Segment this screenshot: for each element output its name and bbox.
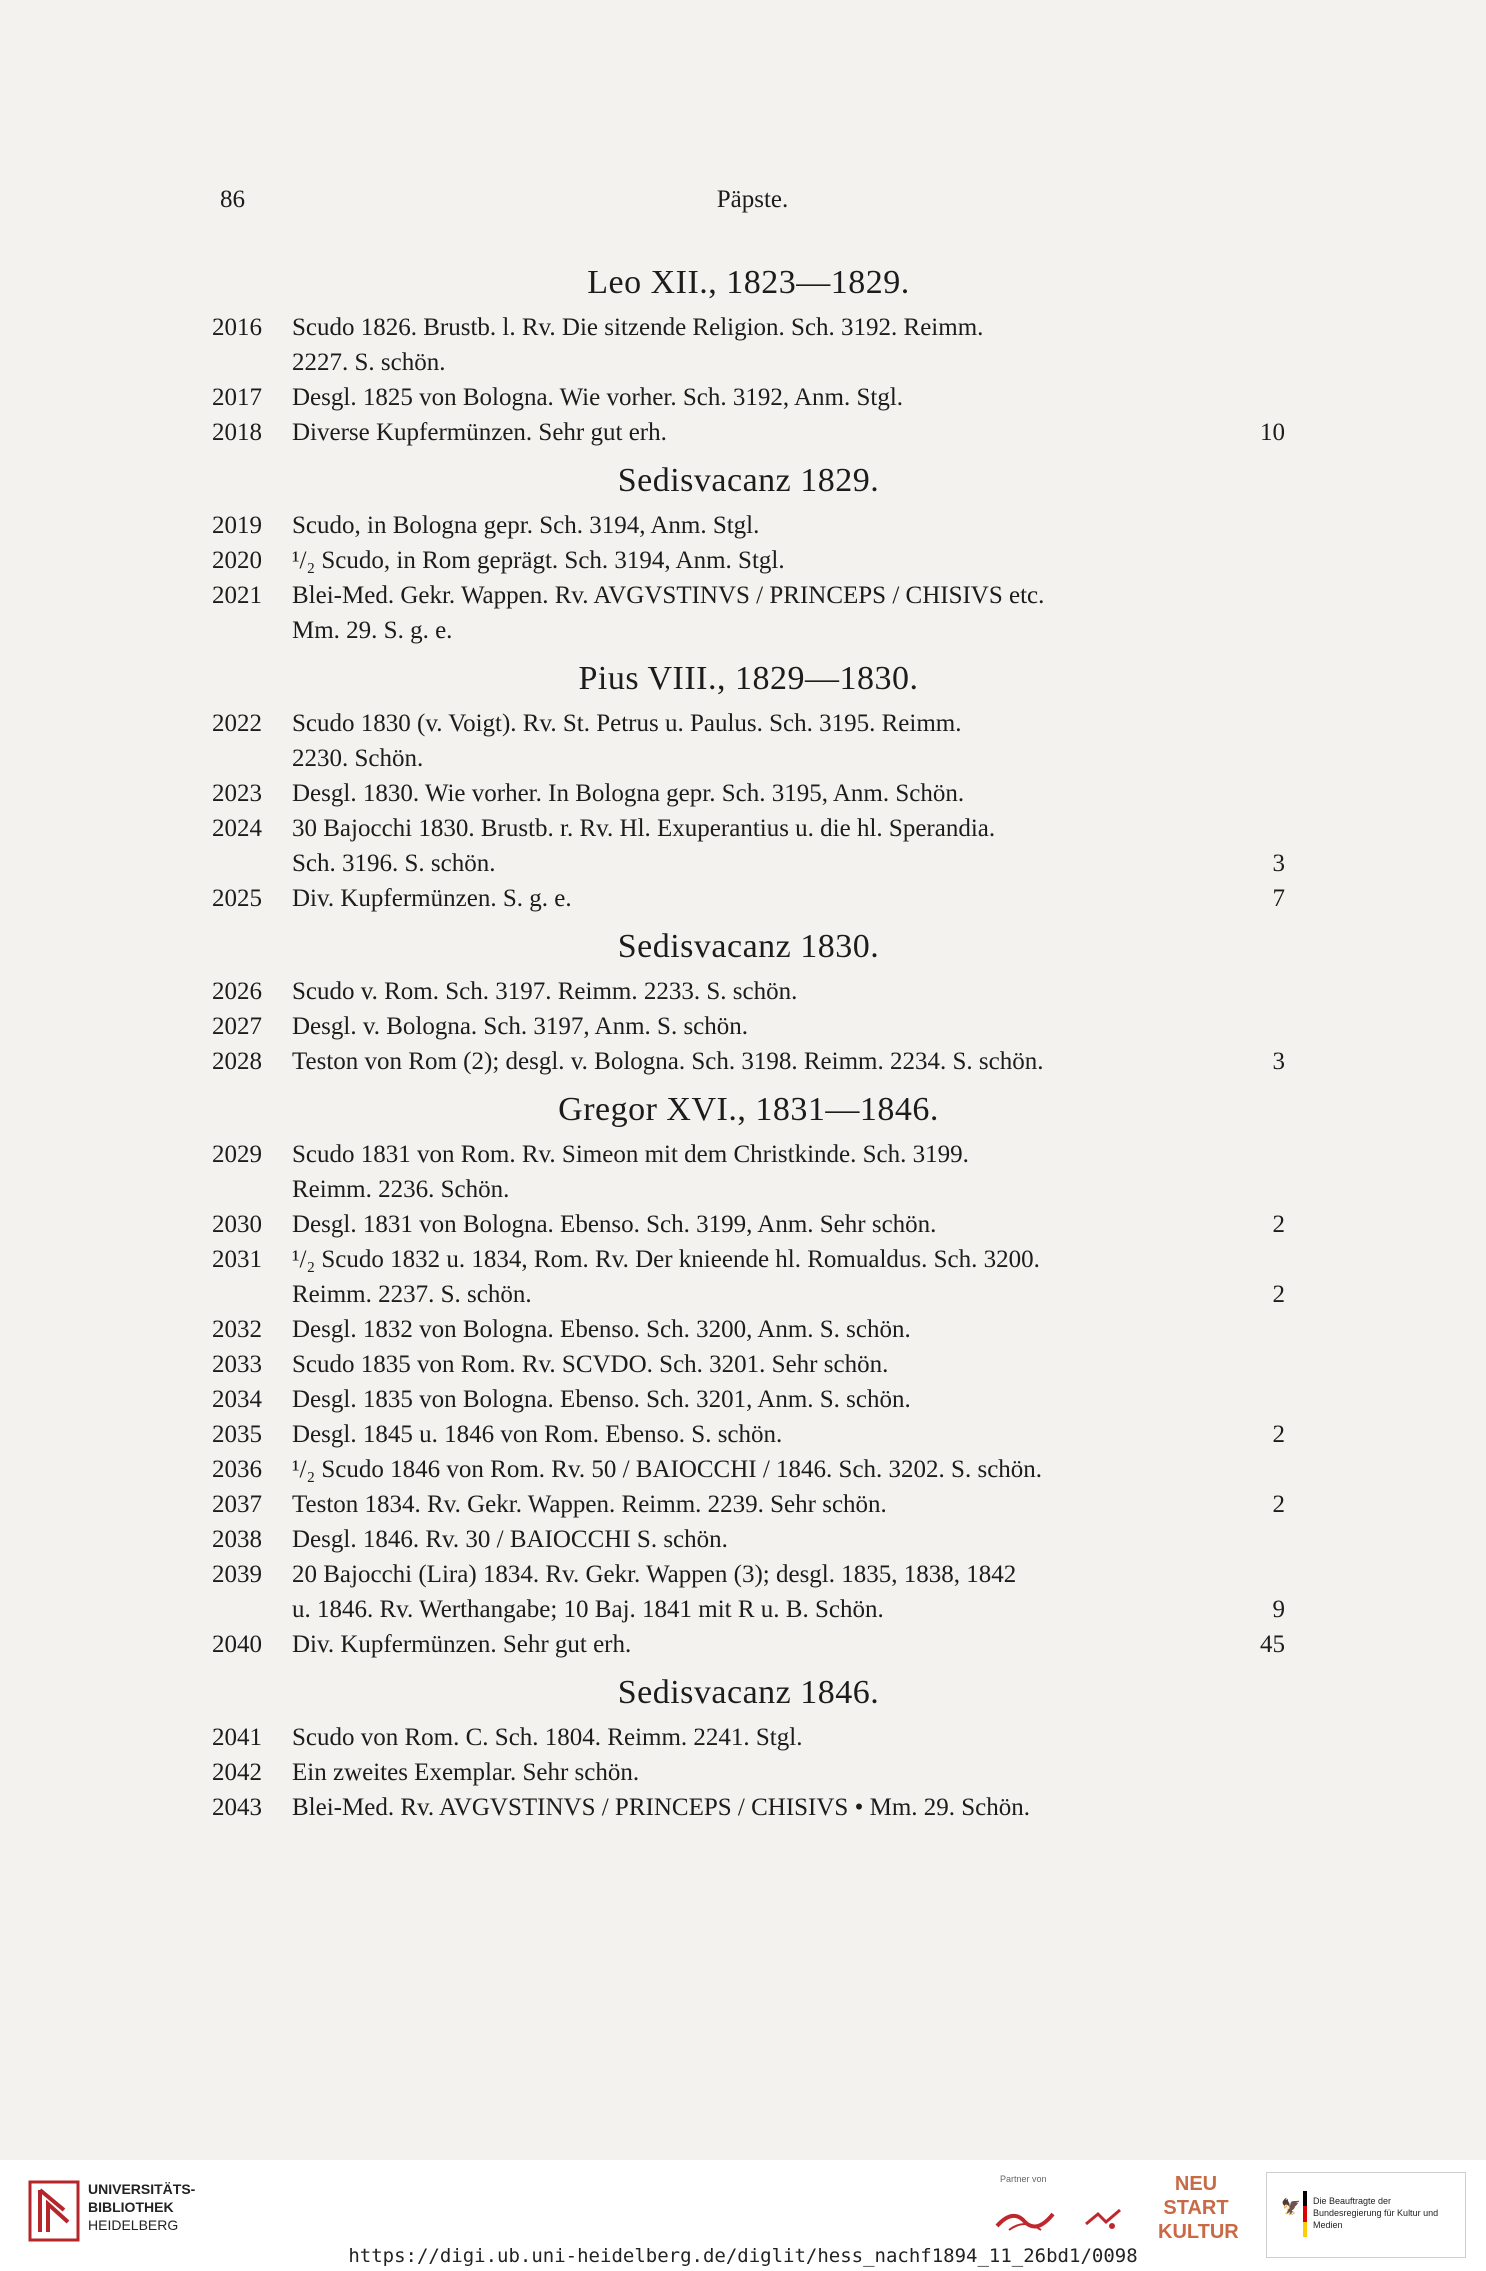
lot-description bbox=[292, 1720, 1245, 1755]
catalog-entry bbox=[212, 1009, 1285, 1044]
description-line: Div. Kupfermünzen. Sehr gut erh. bbox=[292, 1631, 632, 1658]
catalog-entry bbox=[212, 811, 1285, 881]
lot-description bbox=[292, 1347, 1245, 1382]
lot-number: 2021 bbox=[212, 582, 262, 609]
catalog-entry bbox=[212, 415, 1285, 450]
catalog-entry bbox=[212, 1557, 1285, 1627]
lot-description bbox=[292, 706, 1245, 776]
university-library-name[interactable] bbox=[88, 2180, 195, 2234]
catalog-entry bbox=[212, 1312, 1285, 1347]
lot-number: 2034 bbox=[212, 1386, 262, 1413]
lot-description bbox=[292, 380, 1245, 415]
university-library-logo-icon[interactable] bbox=[28, 2180, 80, 2242]
lot-number: 2019 bbox=[212, 512, 262, 539]
lot-price: 2 bbox=[1272, 1491, 1285, 1518]
lot-number: 2036 bbox=[212, 1456, 262, 1483]
lot-number: 2040 bbox=[212, 1631, 262, 1658]
lot-description bbox=[292, 1382, 1245, 1417]
description-line: ¹/₂ Scudo 1846 von Rom. Rv. 50 / BAIOCCHI / 1846. Sch. 3202. S. schön. bbox=[292, 1456, 1043, 1483]
catalog-entry bbox=[212, 1755, 1285, 1790]
running-title: Päpste. bbox=[716, 186, 789, 213]
description-line: Desgl. 1835 von Bologna. Ebenso. Sch. 3201, Anm. S. schön. bbox=[292, 1386, 911, 1413]
lot-description bbox=[292, 1452, 1245, 1487]
catalog-entry bbox=[212, 543, 1285, 578]
catalog-entry bbox=[212, 1522, 1285, 1557]
lot-number: 2026 bbox=[212, 978, 262, 1005]
description-line: 2230. Schön. bbox=[292, 745, 424, 772]
description-line: Scudo, in Bologna gepr. Sch. 3194, Anm. Stgl. bbox=[292, 512, 760, 539]
description-line: Reimm. 2237. S. schön. bbox=[292, 1281, 532, 1308]
catalog-entry bbox=[212, 1044, 1285, 1079]
lot-number: 2043 bbox=[212, 1794, 262, 1821]
catalog-content bbox=[212, 252, 1285, 1825]
catalog-entry bbox=[212, 881, 1285, 916]
description-line: Desgl. 1846. Rv. 30 / BAIOCCHI S. schön. bbox=[292, 1526, 728, 1553]
lot-number: 2017 bbox=[212, 384, 262, 411]
lot-description bbox=[292, 1417, 1245, 1452]
lot-number: 2016 bbox=[212, 314, 262, 341]
neustart-line: NEU bbox=[1174, 2173, 1218, 2195]
catalog-entry bbox=[212, 380, 1285, 415]
description-line: ¹/₂ Scudo 1832 u. 1834, Rom. Rv. Der knieende hl. Romualdus. Sch. 3200. bbox=[292, 1246, 1040, 1273]
lot-price: 3 bbox=[1272, 1048, 1285, 1075]
description-line: Div. Kupfermünzen. S. g. e. bbox=[292, 885, 572, 912]
flag-bar bbox=[1303, 2191, 1307, 2237]
description-line: Ein zweites Exemplar. Sehr schön. bbox=[292, 1759, 640, 1786]
lot-price: 7 bbox=[1272, 885, 1285, 912]
lot-number: 2042 bbox=[212, 1759, 262, 1786]
catalog-entry bbox=[212, 1207, 1285, 1242]
description-line: Desgl. 1831 von Bologna. Ebenso. Sch. 3199, Anm. Sehr schön. bbox=[292, 1211, 937, 1238]
catalog-entry bbox=[212, 1790, 1285, 1825]
lot-number: 2025 bbox=[212, 885, 262, 912]
library-name-line: HEIDELBERG bbox=[88, 2217, 179, 2233]
description-line: 2227. S. schön. bbox=[292, 349, 446, 376]
lot-number: 2038 bbox=[212, 1526, 262, 1553]
catalog-entry bbox=[212, 508, 1285, 543]
library-name-line: BIBLIOTHEK bbox=[88, 2199, 174, 2215]
lot-description bbox=[292, 1207, 1245, 1242]
federal-government-text: Die Beauftragte der Bundesregierung für Kultur und Medien bbox=[1313, 2196, 1439, 2230]
description-line: ¹/₂ Scudo, in Rom geprägt. Sch. 3194, Anm. Stgl. bbox=[292, 547, 785, 574]
section-title: Sedisvacanz 1829. bbox=[617, 462, 880, 499]
description-line: Desgl. 1845 u. 1846 von Rom. Ebenso. S. schön. bbox=[292, 1421, 783, 1448]
catalog-entry bbox=[212, 310, 1285, 380]
lot-description bbox=[292, 881, 1245, 916]
lot-description bbox=[292, 1487, 1245, 1522]
neustart-line: KULTUR bbox=[1158, 2221, 1239, 2243]
lot-description bbox=[292, 415, 1245, 450]
lot-number: 2023 bbox=[212, 780, 262, 807]
lot-description bbox=[292, 1312, 1245, 1347]
lot-number: 2035 bbox=[212, 1421, 262, 1448]
description-line: Desgl. 1830. Wie vorher. In Bologna gepr. Sch. 3195, Anm. Schön. bbox=[292, 780, 965, 807]
page-url[interactable]: https://digi.ub.uni-heidelberg.de/diglit/hess_nachf1894_11_26bd1/0098 bbox=[348, 2245, 1138, 2267]
partner-logo-icon[interactable] bbox=[1082, 2202, 1124, 2236]
lot-price: 3 bbox=[1272, 850, 1285, 877]
lot-number: 2020 bbox=[212, 547, 262, 574]
description-line: Scudo 1831 von Rom. Rv. Simeon mit dem Christkinde. Sch. 3199. bbox=[292, 1141, 969, 1168]
catalog-entry bbox=[212, 1417, 1285, 1452]
description-line: Scudo 1830 (v. Voigt). Rv. St. Petrus u. Paulus. Sch. 3195. Reimm. bbox=[292, 710, 962, 737]
description-line: Teston von Rom (2); desgl. v. Bologna. Sch. 3198. Reimm. 2234. S. schön. bbox=[292, 1048, 1044, 1075]
description-line: Desgl. 1825 von Bologna. Wie vorher. Sch. 3192, Anm. Stgl. bbox=[292, 384, 904, 411]
viewer-footer bbox=[0, 2160, 1486, 2271]
section-title: Sedisvacanz 1846. bbox=[617, 1674, 880, 1711]
description-line: u. 1846. Rv. Werthangabe; 10 Baj. 1841 mit R u. B. Schön. bbox=[292, 1596, 884, 1623]
catalog-entry bbox=[212, 1452, 1285, 1487]
description-line: Desgl. 1832 von Bologna. Ebenso. Sch. 3200, Anm. S. schön. bbox=[292, 1316, 911, 1343]
lot-number: 2024 bbox=[212, 815, 262, 842]
catalog-entry bbox=[212, 578, 1285, 648]
catalog-entry bbox=[212, 1720, 1285, 1755]
description-line: Teston 1834. Rv. Gekr. Wappen. Reimm. 2239. Sehr schön. bbox=[292, 1491, 887, 1518]
catalog-entry bbox=[212, 1347, 1285, 1382]
description-line: Reimm. 2236. Schön. bbox=[292, 1176, 510, 1203]
lot-price: 2 bbox=[1272, 1211, 1285, 1238]
lot-description bbox=[292, 1557, 1245, 1627]
description-line: Scudo v. Rom. Sch. 3197. Reimm. 2233. S. schön. bbox=[292, 978, 798, 1005]
lot-number: 2028 bbox=[212, 1048, 262, 1075]
description-line: Sch. 3196. S. schön. bbox=[292, 850, 496, 877]
catalog-entry bbox=[212, 706, 1285, 776]
description-line: 20 Bajocchi (Lira) 1834. Rv. Gekr. Wappen (3); desgl. 1835, 1838, 1842 bbox=[292, 1561, 1017, 1588]
lot-description bbox=[292, 1755, 1245, 1790]
neustart-kultur-logo[interactable] bbox=[1158, 2172, 1239, 2256]
lot-description bbox=[292, 811, 1245, 881]
description-line: 30 Bajocchi 1830. Brustb. r. Rv. Hl. Exuperantius u. die hl. Sperandia. bbox=[292, 815, 996, 842]
lot-description bbox=[292, 543, 1245, 578]
lot-description bbox=[292, 508, 1245, 543]
description-line: Scudo von Rom. C. Sch. 1804. Reimm. 2241. Stgl. bbox=[292, 1724, 803, 1751]
description-line: Scudo 1826. Brustb. l. Rv. Die sitzende Religion. Sch. 3192. Reimm. bbox=[292, 314, 984, 341]
lot-price: 9 bbox=[1272, 1596, 1285, 1623]
catalog-entry bbox=[212, 1242, 1285, 1312]
lot-description bbox=[292, 578, 1245, 648]
lot-description bbox=[292, 1009, 1245, 1044]
catalog-entry bbox=[212, 1487, 1285, 1522]
catalog-entry bbox=[212, 1137, 1285, 1207]
lot-description bbox=[292, 1044, 1245, 1079]
lot-number: 2018 bbox=[212, 419, 262, 446]
lot-number: 2030 bbox=[212, 1211, 262, 1238]
lot-number: 2022 bbox=[212, 710, 262, 737]
library-name-line: UNIVERSITÄTS- bbox=[88, 2181, 196, 2197]
lot-number: 2033 bbox=[212, 1351, 262, 1378]
section-title: Gregor XVI., 1831—1846. bbox=[558, 1091, 939, 1128]
catalog-entry bbox=[212, 1627, 1285, 1662]
lot-number: 2041 bbox=[212, 1724, 262, 1751]
page-header bbox=[220, 186, 1285, 226]
lot-number: 2032 bbox=[212, 1316, 262, 1343]
lot-price: 45 bbox=[1260, 1631, 1285, 1658]
lot-number: 2029 bbox=[212, 1141, 262, 1168]
page-number: 86 bbox=[220, 186, 245, 213]
description-line: Desgl. v. Bologna. Sch. 3197, Anm. S. schön. bbox=[292, 1013, 749, 1040]
catalog-entry bbox=[212, 776, 1285, 811]
section-title: Leo XII., 1823—1829. bbox=[587, 264, 910, 301]
section-title: Sedisvacanz 1830. bbox=[617, 928, 880, 965]
lot-description bbox=[292, 776, 1245, 811]
lot-number: 2031 bbox=[212, 1246, 262, 1273]
catalog-entry bbox=[212, 974, 1285, 1009]
partner-label: Partner von bbox=[1000, 2174, 1047, 2184]
lot-price: 2 bbox=[1272, 1421, 1285, 1448]
lot-number: 2037 bbox=[212, 1491, 262, 1518]
lot-description bbox=[292, 310, 1245, 380]
lot-number: 2027 bbox=[212, 1013, 262, 1040]
lot-description bbox=[292, 1522, 1245, 1557]
description-line: Mm. 29. S. g. e. bbox=[292, 617, 453, 644]
lot-number: 2039 bbox=[212, 1561, 262, 1588]
description-line: Blei-Med. Rv. AVGVSTINVS / PRINCEPS / CHISIVS • Mm. 29. Schön. bbox=[292, 1794, 1031, 1821]
lot-price: 10 bbox=[1260, 419, 1285, 446]
lot-description bbox=[292, 1242, 1245, 1312]
description-line: Diverse Kupfermünzen. Sehr gut erh. bbox=[292, 419, 667, 446]
lot-description bbox=[292, 1790, 1245, 1825]
catalog-entry bbox=[212, 1382, 1285, 1417]
federal-eagle-icon: 🦅 bbox=[1281, 2199, 1301, 2216]
neustart-line: START bbox=[1163, 2197, 1229, 2219]
lot-price: 2 bbox=[1272, 1281, 1285, 1308]
description-line: Blei-Med. Gekr. Wappen. Rv. AVGVSTINVS / PRINCEPS / CHISIVS etc. bbox=[292, 582, 1045, 609]
description-line: Scudo 1835 von Rom. Rv. SCVDO. Sch. 3201. Sehr schön. bbox=[292, 1351, 889, 1378]
partner-logo-icon[interactable] bbox=[995, 2200, 1055, 2240]
section-title: Pius VIII., 1829—1830. bbox=[578, 660, 919, 697]
lot-description bbox=[292, 1627, 1245, 1662]
lot-description bbox=[292, 974, 1245, 1009]
lot-description bbox=[292, 1137, 1245, 1207]
